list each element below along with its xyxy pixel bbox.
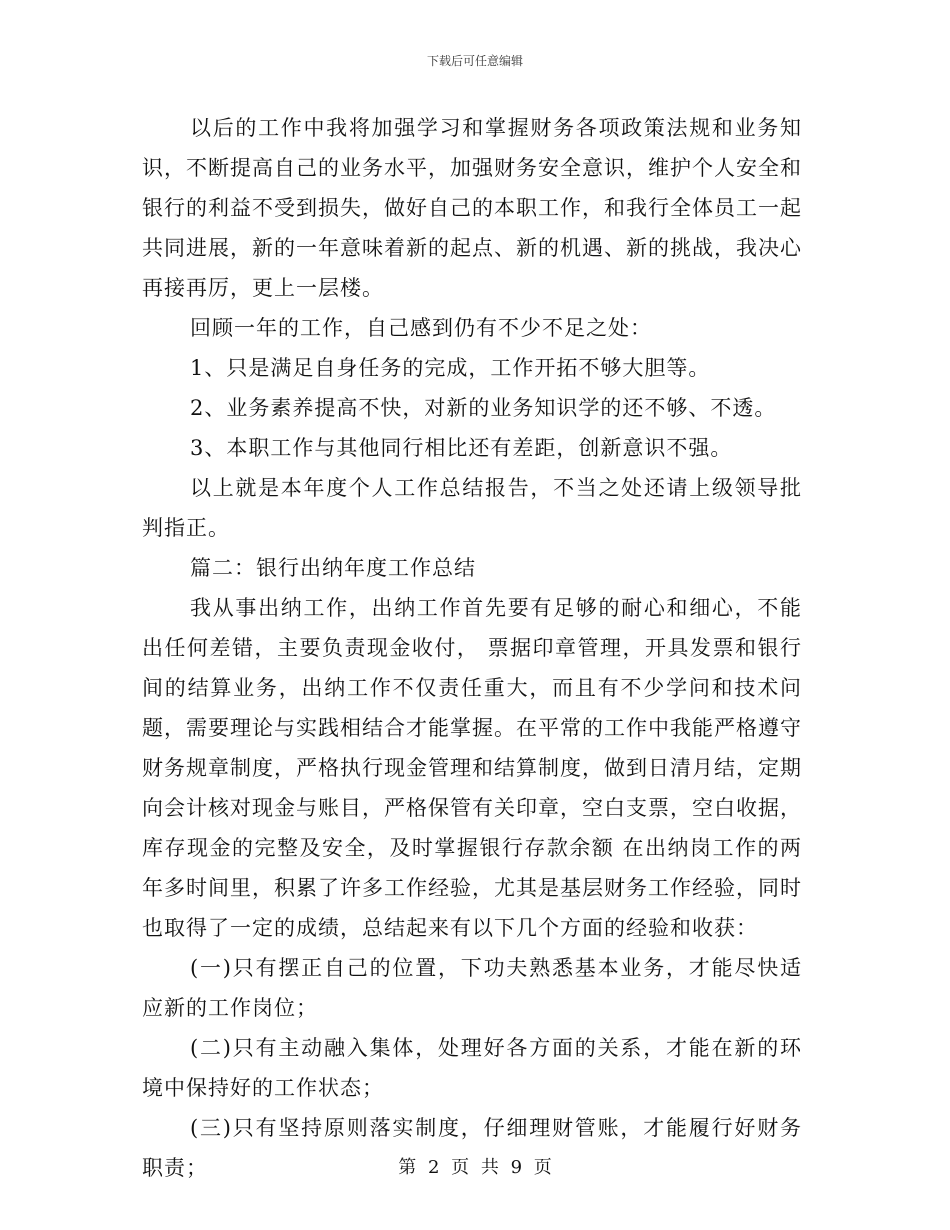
paragraph: 我从事出纳工作，出纳工作首先要有足够的耐心和细心，不能出任何差错，主要负责现金收付， 票据印章管理，开具发票和银行间的结算业务，出纳工作不仅责任重大，而且有不少学问和技术问题，需要理论与实践相结合才能掌握。在平常的工作中我能严格遵守财务规章制度，严格执行现金管理和结算制度，做到日清月结，定期向会计核对现金与账目，严格保管有关印章，空白支票，空白收据，库存现金的完整及安全，及时掌握银行存款余额 在出纳岗工作的两年多时间里，积累了许多工作经验，尤其是基层财务工作经验，同时也取得了一定的成绩，总结起来有以下几个方面的经验和收获： <box>142 596 802 940</box>
list-item: (一)只有摆正自己的位置，下功夫熟悉基本业务，才能尽快适应新的工作岗位； <box>142 956 802 1020</box>
list-item: (三)只有坚持原则落实制度，仔细理财管账，才能履行好财务职责； <box>142 1116 802 1180</box>
paragraph: 以后的工作中我将加强学习和掌握财务各项政策法规和业务知识，不断提高自己的业务水平，加强财务安全意识，维护个人安全和银行的利益不受到损失，做好自己的本职工作，和我行全体员工一起共同进展，新的一年意味着新的起点、新的机遇、新的挑战，我决心再接再厉，更上一层楼。 <box>142 116 802 300</box>
list-item: (二)只有主动融入集体，处理好各方面的关系，才能在新的环境中保持好的工作状态； <box>142 1036 802 1100</box>
list-item: 2、业务素养提高不快，对新的业务知识学的还不够、不透。 <box>190 396 777 420</box>
paragraph: 以上就是本年度个人工作总结报告，不当之处还请上级领导批判指正。 <box>142 476 802 540</box>
document-body <box>142 108 802 1188</box>
paragraph: 回顾一年的工作，自己感到仍有不少不足之处： <box>190 316 652 340</box>
list-item: 1、只是满足自身任务的完成，工作开拓不够大胆等。 <box>190 356 711 380</box>
section-heading: 篇二：银行出纳年度工作总结 <box>190 556 476 580</box>
page-header: 下载后可任意编辑 <box>426 54 523 68</box>
list-item: 3、本职工作与其他同行相比还有差距，创新意识不强。 <box>190 436 733 460</box>
page-number: 第 2 页 共 9 页 <box>398 1157 552 1178</box>
